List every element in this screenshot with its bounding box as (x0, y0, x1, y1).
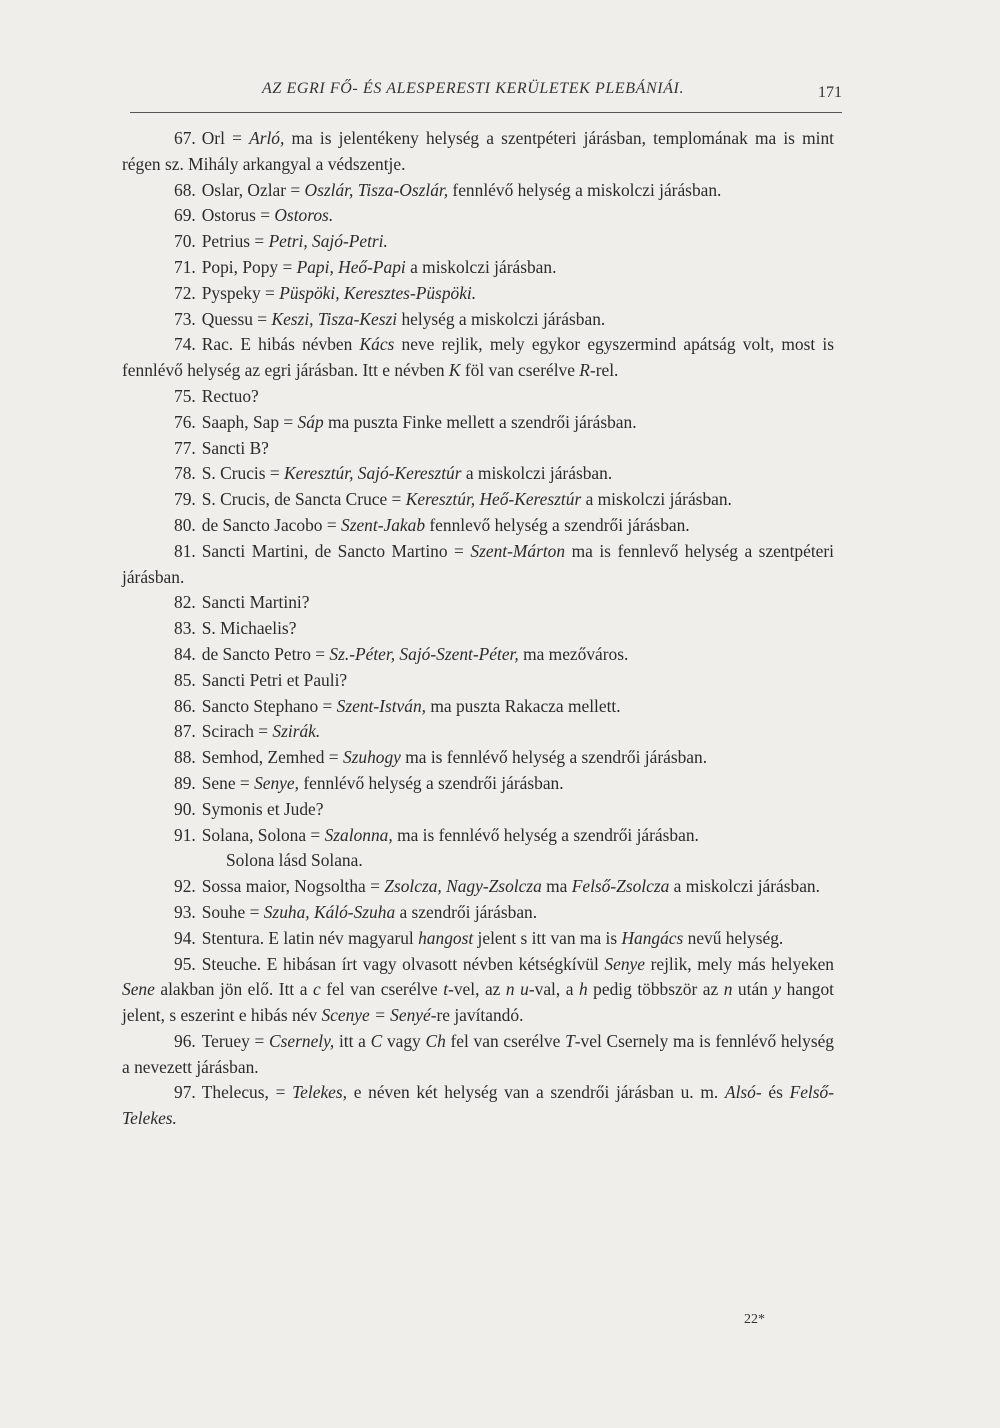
entry-text: Sossa maior, Nogsoltha = (201, 876, 385, 897)
entry-text: S. Crucis, de Sancta Cruce = (201, 489, 406, 510)
entry-text: jelent s itt van ma is (473, 927, 622, 948)
signature-mark: 22* (744, 1312, 765, 1327)
entry-number: 81. (174, 540, 196, 561)
entry-number: 96. (174, 1030, 196, 1051)
entry-text: Sancti B? (201, 437, 269, 458)
list-item (122, 745, 834, 771)
place-name: c (313, 979, 321, 1000)
list-item (122, 332, 834, 384)
entry-text: Oslar, Ozlar = (201, 179, 305, 200)
list-item (122, 900, 834, 926)
entry-number: 77. (174, 437, 196, 458)
entry-text: Sene = (201, 772, 255, 793)
entry-text: itt a (334, 1030, 371, 1051)
list-item (122, 719, 834, 745)
place-name: Keresztúr, Sajó-Keresztúr (284, 463, 462, 484)
list-item (122, 436, 834, 462)
list-item (122, 461, 834, 487)
entry-number: 92. (174, 876, 196, 897)
entry-text: Sancti Petri et Pauli? (201, 669, 348, 690)
entry-text: alakban jön elő. Itt a (154, 979, 313, 1000)
place-name: Szalonna, (324, 824, 393, 845)
list-item (122, 797, 834, 823)
list-item (122, 178, 834, 204)
list-item (122, 513, 834, 539)
entry-text: pedig többször az (587, 979, 724, 1000)
entry-text: ma is fennlévő helység a szendrői járásban. (400, 747, 708, 768)
entry-text: -vel Csernely ma is fennlévő helység a nevezett járásban. (122, 1030, 835, 1077)
entry-text: nevű helység. (683, 927, 784, 948)
entry-text: Orl = (201, 128, 250, 148)
list-item (122, 848, 834, 874)
entry-text: ma (541, 876, 572, 897)
entry-text: Quessu = (201, 308, 272, 329)
entry-number: 83. (174, 618, 196, 639)
place-name: Szent-Márton (470, 540, 566, 561)
place-name: Keresztúr, Heő-Keresztúr (405, 489, 582, 510)
page-number: 171 (818, 84, 842, 101)
list-item (122, 1080, 834, 1132)
place-name: y (773, 979, 782, 1000)
entry-text: Popi, Popy = (201, 256, 297, 277)
entry-text: helység a miskolczi járásban. (397, 308, 606, 329)
running-header (130, 76, 842, 113)
entry-text: Stentura. E latin név magyarul (201, 927, 419, 948)
entry-text: hangot jelent, s eszerint e hibás név (122, 979, 834, 1026)
list-item (122, 410, 834, 436)
entry-text: -re javítandó. (430, 1005, 524, 1026)
entry-text: Scirach = (201, 721, 273, 742)
place-name: Zsolcza, Nagy-Zsolcza (384, 876, 542, 897)
place-name: Scenye = Senyé (321, 1005, 431, 1026)
entry-number: 80. (174, 514, 196, 535)
entry-text: de Sancto Petro = (201, 643, 330, 664)
place-name: T (565, 1030, 575, 1051)
place-name: Oszlár, Tisza-Oszlár, (304, 179, 449, 200)
entry-text: ma is jelentékeny helység a szentpéteri járásban, templomának ma is mint régen sz. Mihály arkangyal a védszentje. (122, 128, 835, 174)
entry-text: a szendrői járásban. (395, 901, 538, 922)
entry-text: de Sancto Jacobo = (201, 514, 341, 535)
place-name: Senye (604, 953, 645, 974)
place-name: Szuha, Káló-Szuha (263, 901, 396, 922)
list-item (122, 307, 834, 333)
place-name: n (723, 979, 733, 1000)
entry-text: Solana, Solona = (201, 824, 325, 845)
place-name: Telekes, (292, 1082, 347, 1103)
entry-text: fel van cserélve (445, 1030, 566, 1051)
list-item (122, 926, 834, 952)
place-name: Petri, Sajó-Petri. (268, 231, 388, 252)
entry-text: ma mezőváros. (518, 643, 629, 664)
entry-text: Sancti Martini, de Sancto Martino = (201, 540, 471, 561)
entry-text: fennlévő helység a szendrői járásban. (298, 772, 564, 793)
entry-text: fennlevő helység a szendrői járásban. (425, 514, 690, 535)
place-name: Kács (359, 334, 395, 355)
entry-text: a miskolczi járásban. (461, 463, 613, 484)
entry-text: a miskolczi járásban. (669, 876, 820, 897)
list-item (122, 952, 834, 1029)
place-name: Papi, Heő-Papi (296, 256, 406, 277)
entry-text: rejlik, mely más helyeken (644, 953, 834, 974)
entry-number: 88. (174, 747, 196, 768)
entry-number: 91. (174, 824, 196, 845)
list-item (122, 642, 834, 668)
entry-number: 90. (174, 798, 196, 819)
entry-number: 69. (174, 205, 196, 226)
list-item (122, 487, 834, 513)
list-item (122, 255, 834, 281)
entry-number: 89. (174, 772, 196, 793)
entry-text: -vel, az (448, 979, 506, 1000)
entry-text: Teruey = (201, 1030, 270, 1051)
entry-text: Semhod, Zemhed = (201, 747, 343, 768)
place-name: Senye, (254, 772, 299, 793)
list-item (122, 823, 834, 849)
place-name: C (370, 1030, 383, 1051)
entry-number: 72. (174, 282, 196, 303)
place-name: Szent-Jakab (341, 514, 426, 535)
entry-text: neve rejlik, mely egykor egyszermind apátság volt, most is fennlévő helység az egri járásban. Itt e névben (122, 334, 834, 381)
entry-text: föl van cserélve (460, 360, 580, 381)
entry-text: ma puszta Rakacza mellett. (426, 695, 621, 716)
place-name: Felső-Telekes. (122, 1082, 835, 1129)
entry-number: 67. (174, 128, 196, 148)
entry-number: 97. (174, 1082, 196, 1103)
entry-text: Saaph, Sap = (201, 411, 298, 432)
entry-text: a miskolczi járásban. (581, 489, 732, 510)
list-item (122, 203, 834, 229)
place-name: K (448, 360, 461, 381)
text-body (122, 126, 834, 1132)
entry-number: 94. (174, 927, 196, 948)
entry-text: Rectuo? (201, 385, 259, 406)
entry-text: Souhe = (201, 901, 264, 922)
entry-number: 76. (174, 411, 196, 432)
place-name: Ostoros. (274, 205, 334, 226)
entry-text: Symonis et Jude? (201, 798, 324, 819)
entry-text: Petrius = (201, 231, 269, 252)
place-name: Szent-István, (336, 695, 427, 716)
list-item (122, 616, 834, 642)
place-name: Ch (425, 1030, 446, 1051)
list-item (122, 874, 834, 900)
place-name: Szuhogy (342, 747, 401, 768)
entry-text: Thelecus, = (201, 1082, 293, 1103)
place-name: Püspöki, Keresztes-Püspöki. (279, 282, 477, 303)
entry-number: 70. (174, 231, 196, 252)
place-name: Keszi, Tisza-Keszi (271, 308, 398, 329)
entry-number: 84. (174, 643, 196, 664)
entry-text: Pyspeky = (201, 282, 280, 303)
list-item (122, 229, 834, 255)
entry-text: Solona lásd Solana. (226, 850, 363, 871)
list-item (122, 126, 834, 178)
entry-text: fennlévő helység a miskolczi járásban. (448, 179, 722, 200)
entry-text: után (732, 979, 774, 1000)
entry-text: Sancto Stephano = (201, 695, 337, 716)
place-name: hangost (418, 927, 474, 948)
place-name: Felső-Zsolcza (571, 876, 670, 897)
entry-number: 82. (174, 592, 196, 613)
place-name: Hangács (621, 927, 684, 948)
place-name: Sz.-Péter, Sajó-Szent-Péter, (329, 643, 519, 664)
entry-text: a miskolczi járásban. (405, 256, 557, 277)
entry-number: 75. (174, 385, 196, 406)
entry-number: 93. (174, 901, 196, 922)
entry-number: 87. (174, 721, 196, 742)
entry-number: 95. (174, 953, 196, 974)
entry-text: -rel. (589, 360, 619, 381)
list-item (122, 771, 834, 797)
list-item (122, 539, 834, 591)
list-item (122, 590, 834, 616)
entry-text: Rac. E hibás névben (201, 334, 360, 355)
entry-number: 79. (174, 489, 196, 510)
place-name: Szirák. (272, 721, 321, 742)
list-item (122, 1029, 834, 1081)
entry-text: vagy (382, 1030, 426, 1051)
entry-text: ma is fennlévő helység a szendrői járásban. (392, 824, 699, 845)
entry-text: S. Crucis = (201, 463, 285, 484)
entry-number: 85. (174, 669, 196, 690)
entry-text: ma puszta Finke mellett a szendrői járásban. (323, 411, 637, 432)
entry-text: Ostorus = (201, 205, 275, 226)
entry-text: Sancti Martini? (201, 592, 310, 613)
entry-text: Steuche. E hibásan írt vagy olvasott névben kétségkívül (201, 953, 605, 974)
entry-number: 73. (174, 308, 196, 329)
place-name: h (578, 979, 588, 1000)
header-title: AZ EGRI FŐ- ÉS ALESPERESTI KERÜLETEK PLEBÁNIÁI. (262, 80, 685, 97)
place-name: n u (505, 979, 529, 1000)
place-name: t (443, 979, 449, 1000)
list-item (122, 668, 834, 694)
place-name: Alsó- (724, 1082, 762, 1103)
entry-number: 86. (174, 695, 196, 716)
list-item (122, 694, 834, 720)
place-name: Sene (122, 979, 155, 1000)
entry-text: és (761, 1082, 790, 1103)
entry-text: fel van cserélve (320, 979, 444, 1000)
place-name: Arló, (249, 128, 285, 148)
place-name: Sáp (297, 411, 324, 432)
entry-text: ma is fennlevő helység a szentpéteri járásban. (122, 540, 834, 587)
entry-number: 68. (174, 179, 196, 200)
entry-number: 78. (174, 463, 196, 484)
place-name: R (579, 360, 590, 381)
entry-text: e néven két helység van a szendrői járásban u. m. (347, 1082, 725, 1103)
entry-text: -val, a (528, 979, 579, 1000)
entry-number: 71. (174, 256, 196, 277)
entry-text: S. Michaelis? (201, 618, 297, 639)
list-item (122, 281, 834, 307)
place-name: Csernely, (269, 1030, 335, 1051)
entry-number: 74. (174, 334, 196, 355)
list-item (122, 384, 834, 410)
